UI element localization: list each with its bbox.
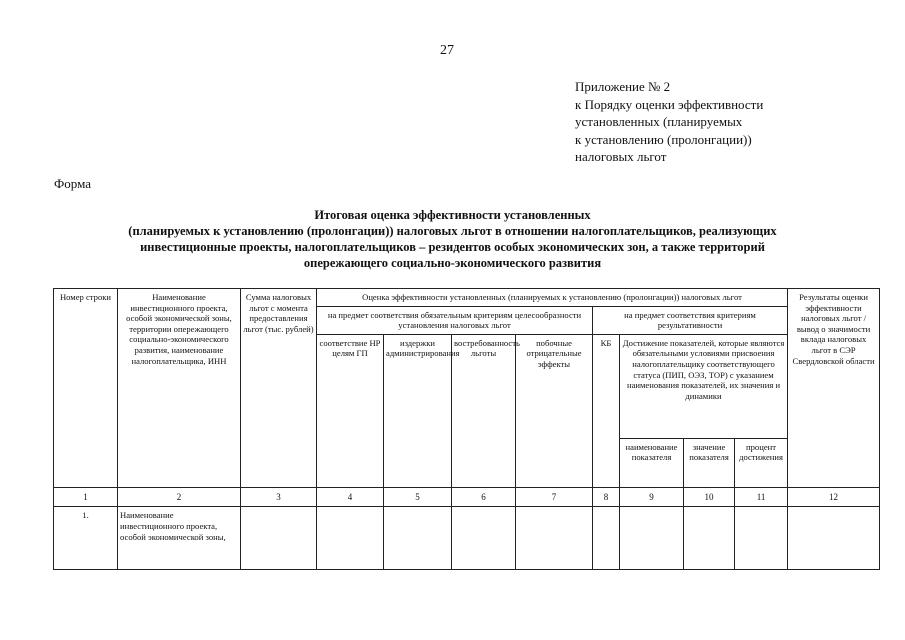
appendix-line: установленных (планируемых	[575, 114, 743, 129]
header-row-number: Номер строки	[54, 289, 118, 488]
column-number: 12	[788, 487, 880, 507]
header-col-8: КБ	[593, 334, 620, 487]
header-results: Результаты оценки эффективности налоговых льгот /вывод о значимости вклада налоговых льгот в СЭР Свердловской области	[788, 289, 880, 488]
header-col-4: соответствие НР целям ГП	[317, 334, 384, 487]
header-col-7: побочные отрицательные эффекты	[516, 334, 593, 487]
header-assessment: Оценка эффективности установленных (планируемых к установлению (пролонгации)) налоговых льгот	[317, 289, 788, 307]
appendix-line: к установлению (пролонгации))	[575, 131, 752, 147]
column-number: 7	[516, 487, 593, 507]
column-number: 2	[118, 487, 241, 507]
appendix-line: к Порядку оценки эффективности	[575, 96, 764, 112]
table-row	[54, 507, 880, 570]
column-number: 11	[735, 487, 788, 507]
column-number: 4	[317, 487, 384, 507]
empty-cell	[788, 507, 880, 570]
page-number: 27	[440, 43, 454, 58]
column-number: 9	[620, 487, 684, 507]
empty-cell	[735, 507, 788, 570]
column-number-row	[54, 487, 880, 507]
header-project-name: Наименование инвестиционного проекта, особой экономической зоны, территории опережающего социально-экономического развития, наименование налогоплательщика, ИНН	[118, 289, 241, 488]
empty-cell	[452, 507, 516, 570]
empty-cell	[620, 507, 684, 570]
title-line: опережающего социально-экономического развития	[303, 256, 602, 270]
header-col-11: процент достижения	[735, 438, 788, 487]
empty-cell	[516, 507, 593, 570]
assessment-table	[53, 288, 880, 570]
column-number: 8	[593, 487, 620, 507]
title-line: инвестиционные проекты, налогоплательщиков – резидентов особых экономических зон, а также территорий	[140, 240, 765, 254]
header-col-5: издержки администрирования	[384, 334, 452, 487]
appendix-line: Приложение № 2	[575, 79, 671, 94]
empty-cell	[593, 507, 620, 570]
header-result-group: на предмет соответствия критериям результативности	[593, 306, 788, 334]
column-number: 3	[241, 487, 317, 507]
title-line: Итоговая оценка эффективности установленных	[314, 208, 591, 222]
header-col-10: значение показателя	[684, 438, 735, 487]
document-title	[40, 207, 865, 271]
header-benefit-sum: Сумма налоговых льгот с момента предоставления льгот (тыс. рублей)	[241, 289, 317, 488]
title-line: (планируемых к установлению (пролонгации)) налоговых льгот в отношении налогоплательщиков, реализующих	[128, 224, 777, 238]
form-label: Форма	[54, 176, 91, 191]
empty-cell	[241, 507, 317, 570]
empty-cell	[384, 507, 452, 570]
header-purpose-group: на предмет соответствия обязательным критериям целесообразности установления налоговых льгот	[317, 306, 593, 334]
header-col-6: востребованность льготы	[452, 334, 516, 487]
column-number: 1	[54, 487, 118, 507]
appendix-note	[575, 78, 763, 166]
column-number: 10	[684, 487, 735, 507]
row-number-cell: 1.	[54, 507, 118, 570]
header-achievement: Достижение показателей, которые являются обязательными условиями присвоения налогоплательщику соответствующего статуса (ПИП, ОЭЗ, ТОР) с указанием наименования показателей, их значения и динамики	[620, 334, 788, 438]
empty-cell	[317, 507, 384, 570]
column-number: 6	[452, 487, 516, 507]
header-col-9: наименование показателя	[620, 438, 684, 487]
appendix-line: налоговых льгот	[575, 149, 667, 164]
project-name-cell: Наименование инвестиционного проекта, особой экономической зоны,	[118, 507, 241, 570]
column-number: 5	[384, 487, 452, 507]
header-row-1	[54, 289, 880, 307]
empty-cell	[684, 507, 735, 570]
